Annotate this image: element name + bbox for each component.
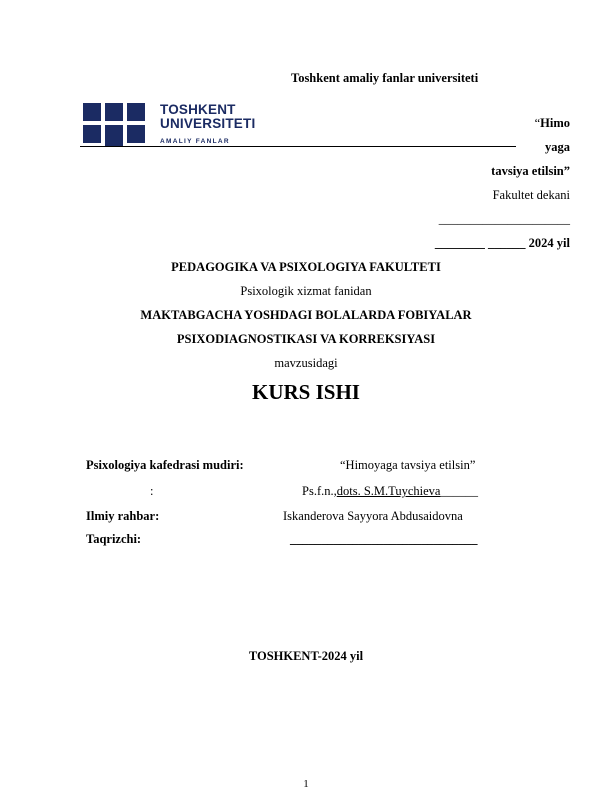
footer-place-year: TOSHKENT-2024 yil <box>248 649 364 663</box>
head-name-trail: ______ <box>440 484 478 498</box>
university-logo-icon <box>83 103 145 147</box>
head-name: dots. S.M.Tuychieva <box>336 484 441 498</box>
approval-signature-line: _____________________ <box>438 212 570 226</box>
approval-date-line: ________ ______ 2024 yil <box>434 236 570 250</box>
approval-line1: “Himo <box>534 116 570 130</box>
colon-mark: : <box>150 484 154 498</box>
logo-text-line1: TOSHKENT <box>160 102 236 117</box>
subject-name: Psixologik xizmat fanidan <box>240 284 372 298</box>
reviewer-label: Taqrizchi: <box>86 532 142 546</box>
approval-line3: tavsiya etilsin” <box>491 164 570 178</box>
approval-position: Fakultet dekani <box>492 188 570 202</box>
header-divider <box>80 146 516 147</box>
logo-text-line3: AMALIY FANLAR <box>160 138 230 145</box>
advisor-label: Ilmiy rahbar: <box>86 509 160 523</box>
head-name-line <box>302 484 478 499</box>
head-label: Psixologiya kafedrasi mudiri: <box>86 458 244 472</box>
topic-line1: MAKTABGACHA YOSHDAGI BOLALARDA FOBIYALAR <box>140 308 472 322</box>
topic-suffix: mavzusidagi <box>274 356 338 370</box>
head-value: “Himoyaga tavsiya etilsin” <box>340 458 476 472</box>
page-number: 1 <box>303 778 309 790</box>
approval-line2: yaga <box>545 140 570 154</box>
topic-line2: PSIXODIAGNOSTIKASI VA KORREKSIYASI <box>176 332 436 346</box>
head-name-prefix: Ps.f.n., <box>302 484 337 498</box>
advisor-value: Iskanderova Sayyora Abdusaidovna <box>283 509 463 523</box>
document-type-title: KURS ISHI <box>252 380 360 404</box>
reviewer-value: ______________________________ <box>290 532 478 546</box>
university-name: Toshkent amaliy fanlar universiteti <box>291 71 479 85</box>
faculty-name: PEDAGOGIKA VA PSIXOLOGIYA FAKULTETI <box>171 260 441 274</box>
logo-text-line2: UNIVERSITETI <box>160 116 256 131</box>
